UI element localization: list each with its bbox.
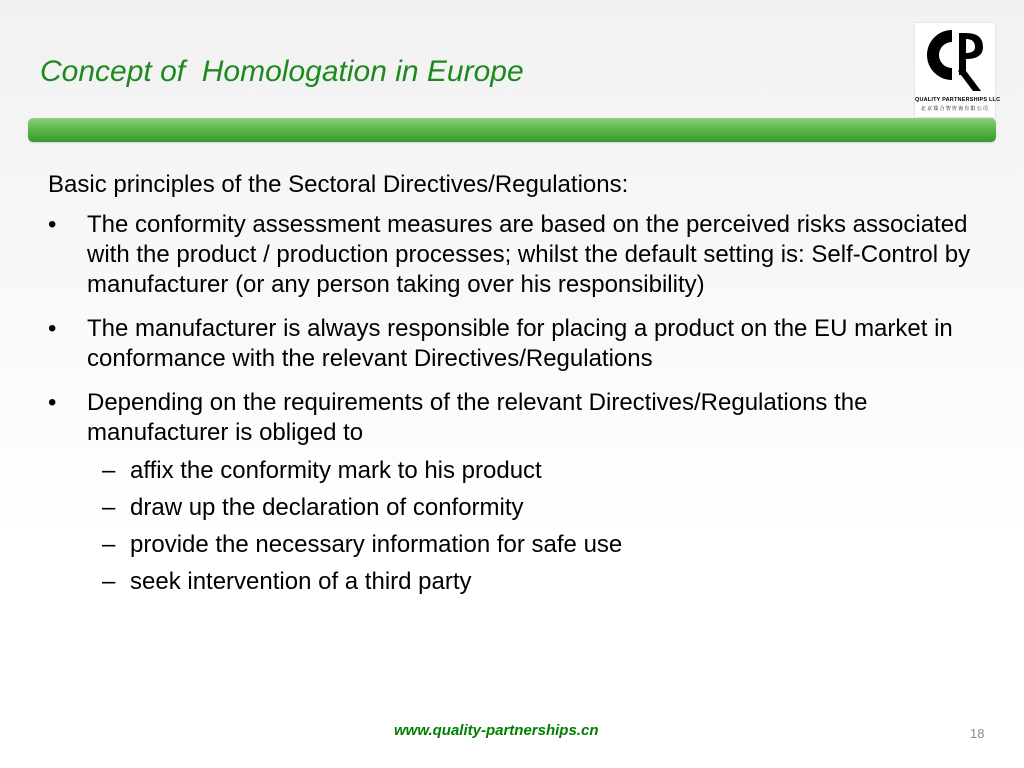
- page-number: 18: [970, 726, 985, 741]
- dash-icon: –: [102, 494, 116, 521]
- title-divider-bar: [28, 118, 996, 142]
- company-logo: [914, 22, 1001, 118]
- bullet-icon: •: [48, 315, 57, 342]
- bullet-icon: •: [48, 211, 57, 238]
- bullet-text: The conformity assessment measures are based on the perceived risks associated with the product / production processes; whilst the default setting is: Self-Control by manufacturer (or any person taking over his responsibility): [87, 211, 971, 298]
- quality-partnerships-logo-icon: [923, 25, 989, 97]
- sub-bullet-text: provide the necessary information for safe use: [130, 531, 623, 558]
- sub-bullet-item: [48, 530, 988, 560]
- bullet-item: [48, 314, 988, 374]
- sub-bullet-item: [48, 456, 988, 486]
- slide-title: Concept of Homologation in Europe: [40, 55, 524, 88]
- footer-website-link[interactable]: www.quality-partnerships.cn: [394, 722, 599, 739]
- sub-bullet-text: draw up the declaration of conformity: [130, 494, 524, 521]
- intro-line: Basic principles of the Sectoral Directives/Regulations:: [48, 171, 629, 198]
- sub-bullet-item: [48, 493, 988, 523]
- logo-chinese-name: 北京瑞合智咨询有限公司: [920, 106, 990, 112]
- dash-icon: –: [102, 457, 116, 484]
- bullet-item: [48, 210, 988, 300]
- bullet-text: Depending on the requirements of the relevant Directives/Regulations the manufacturer is obliged to: [87, 389, 868, 446]
- sub-bullet-text: seek intervention of a third party: [130, 568, 472, 595]
- sub-bullet-text: affix the conformity mark to his product: [130, 457, 542, 484]
- bullet-item: [48, 388, 988, 448]
- bullet-icon: •: [48, 389, 57, 416]
- dash-icon: –: [102, 531, 116, 558]
- dash-icon: –: [102, 568, 116, 595]
- sub-bullet-item: [48, 567, 988, 597]
- slide-body: [48, 168, 988, 604]
- logo-company-name: QUALITY PARTNERSHIPS LLC: [915, 97, 1001, 103]
- bullet-text: The manufacturer is always responsible for placing a product on the EU market in conformance with the relevant Directives/Regulations: [87, 315, 953, 372]
